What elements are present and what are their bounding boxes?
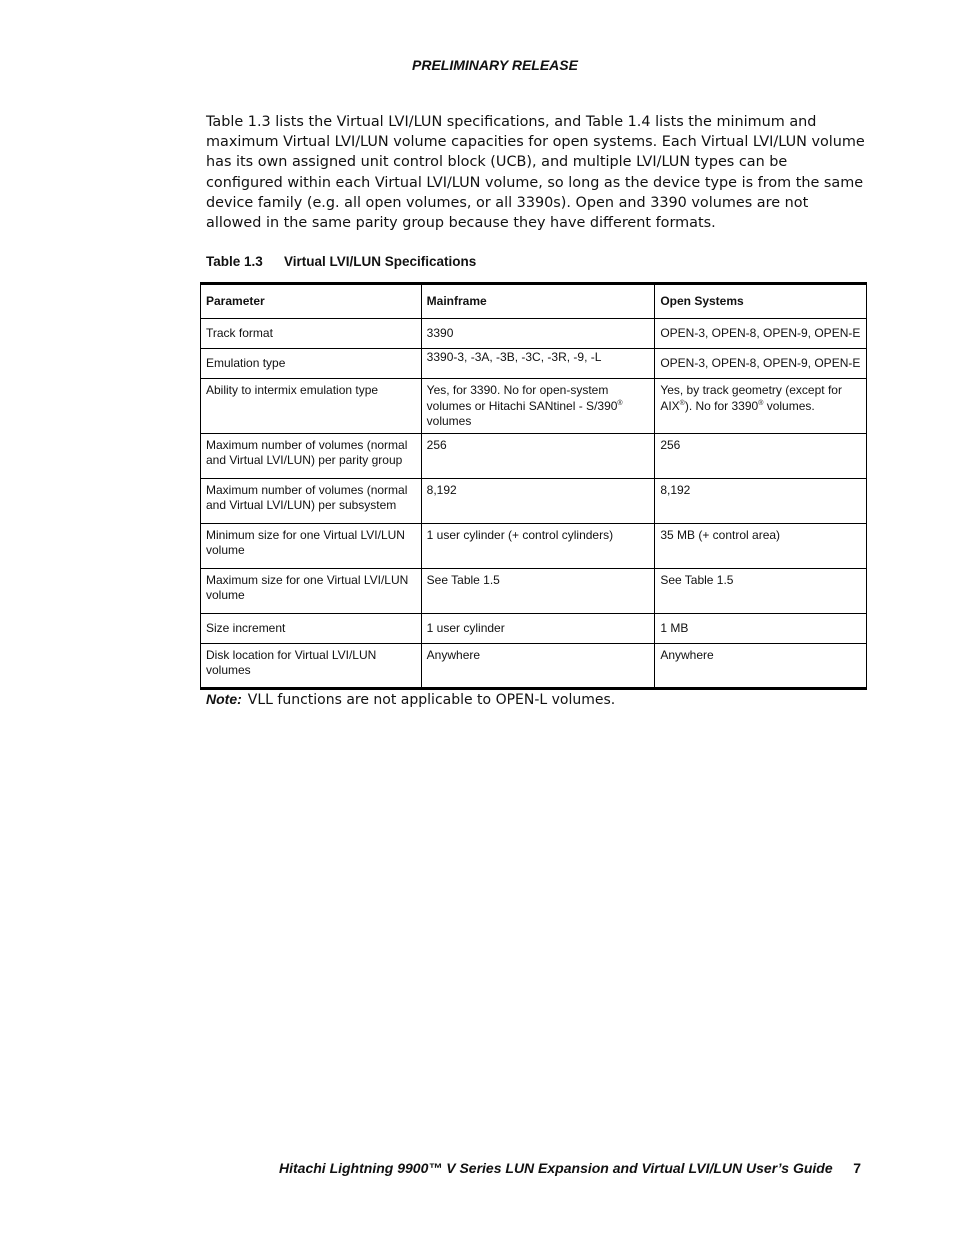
running-header: PRELIMINARY RELEASE	[412, 57, 578, 73]
table-row	[201, 478, 867, 523]
footer-title: Hitachi Lightning 9900™ V Series LUN Expansion and Virtual LVI/LUN User’s Guide	[279, 1160, 833, 1176]
cell-open-systems: Anywhere	[655, 643, 867, 688]
note	[206, 691, 615, 708]
cell-parameter: Ability to intermix emulation type	[201, 379, 422, 434]
cell-open-systems: 35 MB (+ control area)	[655, 523, 867, 568]
cell-parameter: Track format	[201, 319, 422, 349]
table-row	[201, 433, 867, 478]
cell-open-systems: Yes, by track geometry (except for AIX®). No for 3390® volumes.	[655, 379, 867, 434]
table-header-row	[201, 284, 867, 319]
table-row	[201, 568, 867, 613]
cell-parameter: Minimum size for one Virtual LVI/LUN volume	[201, 523, 422, 568]
cell-parameter: Size increment	[201, 613, 422, 643]
table-row	[201, 319, 867, 349]
cell-parameter: Maximum size for one Virtual LVI/LUN volume	[201, 568, 422, 613]
cell-mainframe: 8,192	[421, 478, 655, 523]
cell-open-systems: 256	[655, 433, 867, 478]
table-row	[201, 643, 867, 688]
page-number: 7	[853, 1160, 861, 1176]
table-row	[201, 349, 867, 379]
header-mainframe: Mainframe	[421, 284, 655, 319]
cell-open-systems: 8,192	[655, 478, 867, 523]
cell-mainframe: Yes, for 3390. No for open-system volumes or Hitachi SANtinel - S/390® volumes	[421, 379, 655, 434]
intro-paragraph: Table 1.3 lists the Virtual LVI/LUN specifications, and Table 1.4 lists the minimum and maximum Virtual LVI/LUN volume capacities for open systems. Each Virtual LVI/LUN volume has its own assigned unit control block (UCB), and multiple LVI/LUN types can be configured within each Virtual LVI/LUN volume, so long as the device type is from the same device family (e.g. all open volumes, or all 3390s). Open and 3390 volumes are not allowed in the same parity group because they have different formats.	[206, 114, 865, 232]
table-caption	[206, 254, 476, 269]
table-row	[201, 523, 867, 568]
cell-mainframe: See Table 1.5	[421, 568, 655, 613]
header-parameter: Parameter	[201, 284, 422, 319]
cell-mainframe: 256	[421, 433, 655, 478]
cell-mainframe: Anywhere	[421, 643, 655, 688]
cell-mainframe: 1 user cylinder	[421, 613, 655, 643]
running-footer	[279, 1160, 861, 1176]
cell-open-systems: OPEN-3, OPEN-8, OPEN-9, OPEN-E	[655, 319, 867, 349]
table-caption-title: Virtual LVI/LUN Specifications	[284, 254, 477, 269]
cell-open-systems: OPEN-3, OPEN-8, OPEN-9, OPEN-E	[655, 349, 867, 379]
table-row	[201, 379, 867, 434]
cell-parameter: Maximum number of volumes (normal and Virtual LVI/LUN) per parity group	[201, 433, 422, 478]
table-caption-number: Table 1.3	[206, 254, 263, 269]
table-row	[201, 613, 867, 643]
cell-mainframe: 1 user cylinder (+ control cylinders)	[421, 523, 655, 568]
specifications-table	[200, 282, 867, 690]
cell-parameter: Disk location for Virtual LVI/LUN volumes	[201, 643, 422, 688]
cell-open-systems: See Table 1.5	[655, 568, 867, 613]
cell-mainframe: 3390-3, -3A, -3B, -3C, -3R, -9, -L	[421, 349, 655, 379]
cell-parameter: Emulation type	[201, 349, 422, 379]
note-text: VLL functions are not applicable to OPEN-L volumes.	[247, 692, 616, 708]
cell-open-systems: 1 MB	[655, 613, 867, 643]
cell-mainframe: 3390	[421, 319, 655, 349]
cell-parameter: Maximum number of volumes (normal and Virtual LVI/LUN) per subsystem	[201, 478, 422, 523]
note-label: Note:	[206, 691, 242, 707]
header-open-systems: Open Systems	[655, 284, 867, 319]
